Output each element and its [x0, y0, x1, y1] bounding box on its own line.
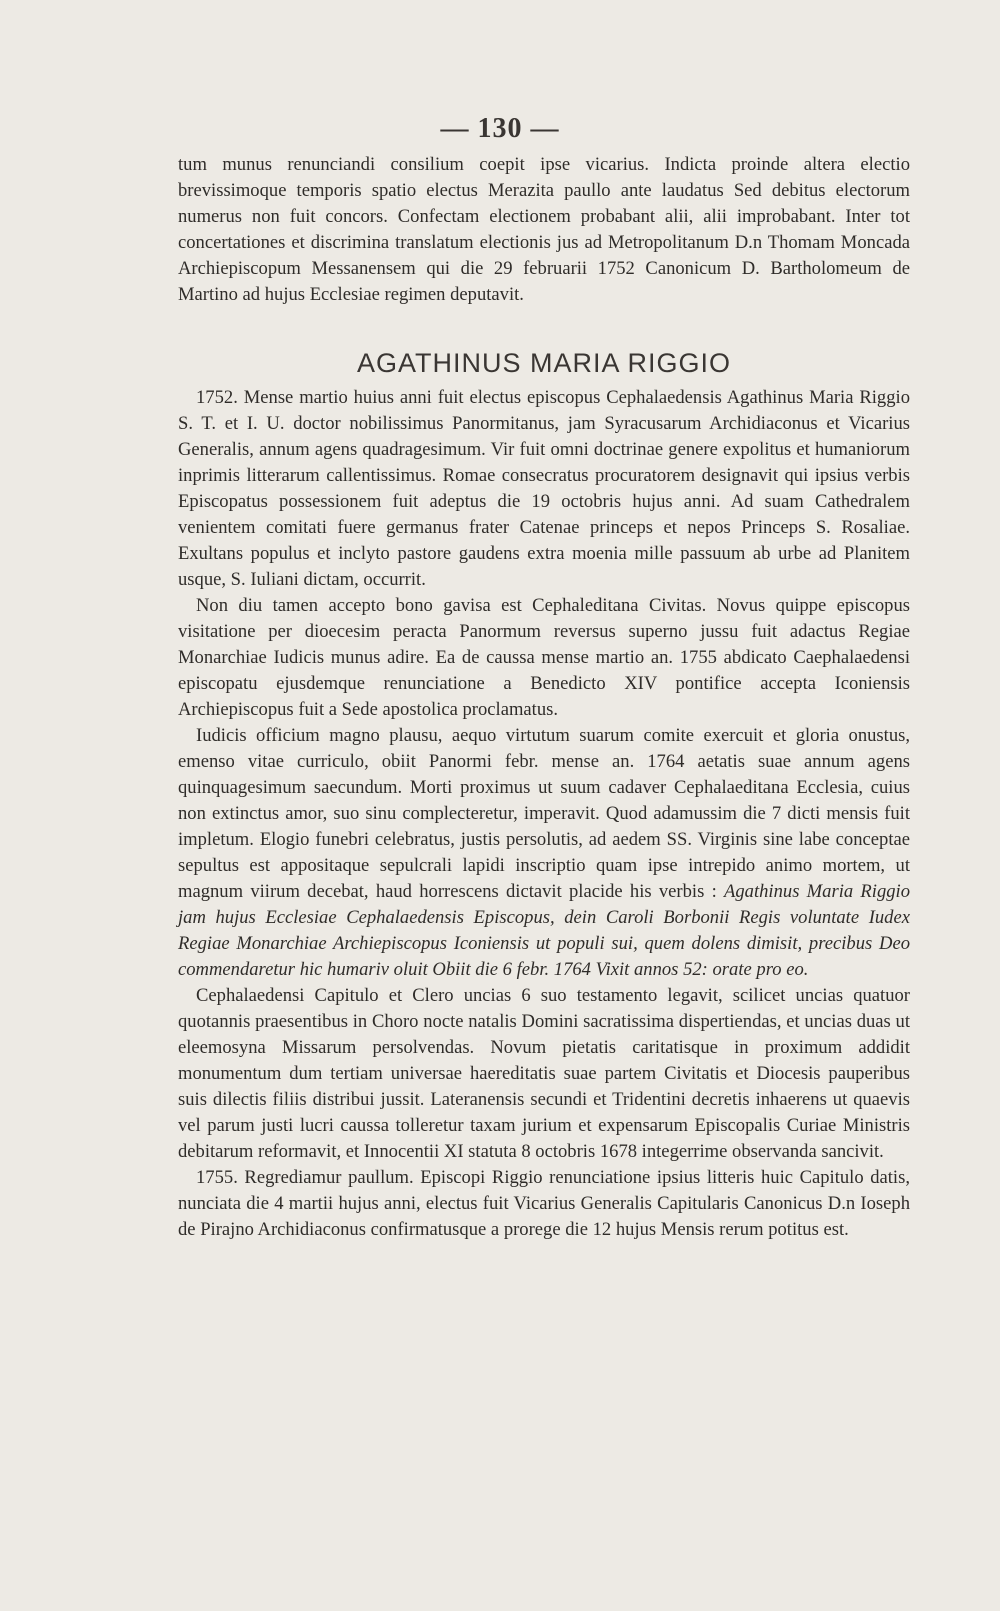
paragraph: [178, 723, 910, 983]
paragraph: 1752. Mense martio huius anni fuit electus episcopus Cephalaedensis Agathinus Maria Riggio S. T. et I. U. doctor nobilissimus Panormitanus, jam Syracusarum Archidiaconus et Vicarius Generalis, annum agens quadragesimum. Vir fuit omni doctrinae genere expolitus et humaniorum inprimis litterarum callentissimus. Romae consecratus procuratorem designavit qui ipsius verbis Episcopatus possessionem fuit adeptus die 19 octobris hujus anni. Ad suam Cathedralem venientem comitati fuere germanus frater Catenae princeps et nepos Princeps S. Rosaliae. Exultans populus et inclyto pastore gaudens extra moenia mille passuum ab urbe ad Planitem usque, S. Iuliani dictam, occurrit.: [178, 387, 910, 590]
intro-paragraph-block: [178, 152, 910, 308]
intro-paragraph: tum munus renunciandi consilium coepit ipse vicarius. Indicta proinde altera electio brevissimoque temporis spatio electus Merazita paullo ante laudatus Sed debitus electorum numerus non fuit concors. Confectam electionem probabant alii, alii improbabant. Inter tot concertationes et discrimina translatum electionis jus ad Metropolitanum D.n Thomam Moncada Archiepiscopum Messanensem qui die 29 februarii 1752 Canonicum D. Bartholomeum de Martino ad hujus Ecclesiae regimen deputavit.: [178, 154, 910, 305]
section-heading: AGATHINUS MARIA RIGGIO: [356, 348, 732, 378]
epitaph-inscription: Agathinus Maria Riggio jam hujus Ecclesiae Cephalaedensis Episcopus, dein Caroli Borbonii Regis voluntate Iudex Regiae Monarchiae Archiepiscopus Iconiensis ut populi sui, quem dolens dimisit, precibus Deo commendaretur hic humariv oluit Obiit die 6 febr. 1764 Vixit annos 52: orate pro eo.: [178, 881, 910, 980]
main-text-block: [178, 385, 910, 1243]
paragraph-text: Iudicis officium magno plausu, aequo virtutum suarum comite exercuit et gloria onustus, emenso vitae curriculo, obiit Panormi febr. mense an. 1764 aetatis suae annum agens quinquagesimum saecundum. Morti proximus ut suum cadaver Cephalaeditana Ecclesia, cuius non extinctus amor, suo sinu complecteretur, imperavit. Quod adamussim die 7 dicti mensis fuit impletum. Elogio funebri celebratus, justis persolutis, ad aedem SS. Virginis sine labe conceptae sepultus est appositaque sepulcrali lapidi inscriptio quam ipse intrepido animo mortem, ut magnum viirum decebat, haud horrescens dictavit placide his verbis :: [178, 725, 910, 902]
page-number: — 130 —: [440, 113, 560, 144]
paragraph: Cephalaedensi Capitulo et Clero uncias 6 suo testamento legavit, scilicet uncias quatuor quotannis praesentibus in Choro nocte natalis Domini sacratissima dispertiendas, et uncias duas ut eleemosyna Missarum persolvendas. Novum pietatis caritatisque in proximum addidit monumentum dum tertiam universae haereditatis suae partem Civitatis et Diocesis pauperibus suis dilectis filiis distribui jussit. Lateranensis secundi et Tridentini decretis inhaerens ut quaevis vel parum justi lucri caussa tolleretur taxam jurium et expensarum Episcopalis Curiae Ministris debitarum reformavit, et Innocentii XI statuta 8 octobris 1678 integerrime observanda sancivit.: [178, 985, 910, 1162]
paragraph: Non diu tamen accepto bono gavisa est Cephaleditana Civitas. Novus quippe episcopus visitatione per dioecesim peracta Panormum reversus superno jussu fuit adactus Regiae Monarchiae Iudicis munus adire. Ea de caussa mense martio an. 1755 abdicato Caephalaedensi episcopatu ejusdemque renunciatione a Benedicto XIV pontifice accepta Iconiensis Archiepiscopus fuit a Sede apostolica proclamatus.: [178, 595, 910, 720]
paragraph: 1755. Regrediamur paullum. Episcopi Riggio renunciatione ipsius litteris huic Capitulo datis, nunciata die 4 martii hujus anni, electus fuit Vicarius Generalis Capitularis Canonicus D.n Ioseph de Pirajno Archidiaconus confirmatusque a prorege die 12 hujus Mensis rerum potitus est.: [178, 1167, 910, 1240]
